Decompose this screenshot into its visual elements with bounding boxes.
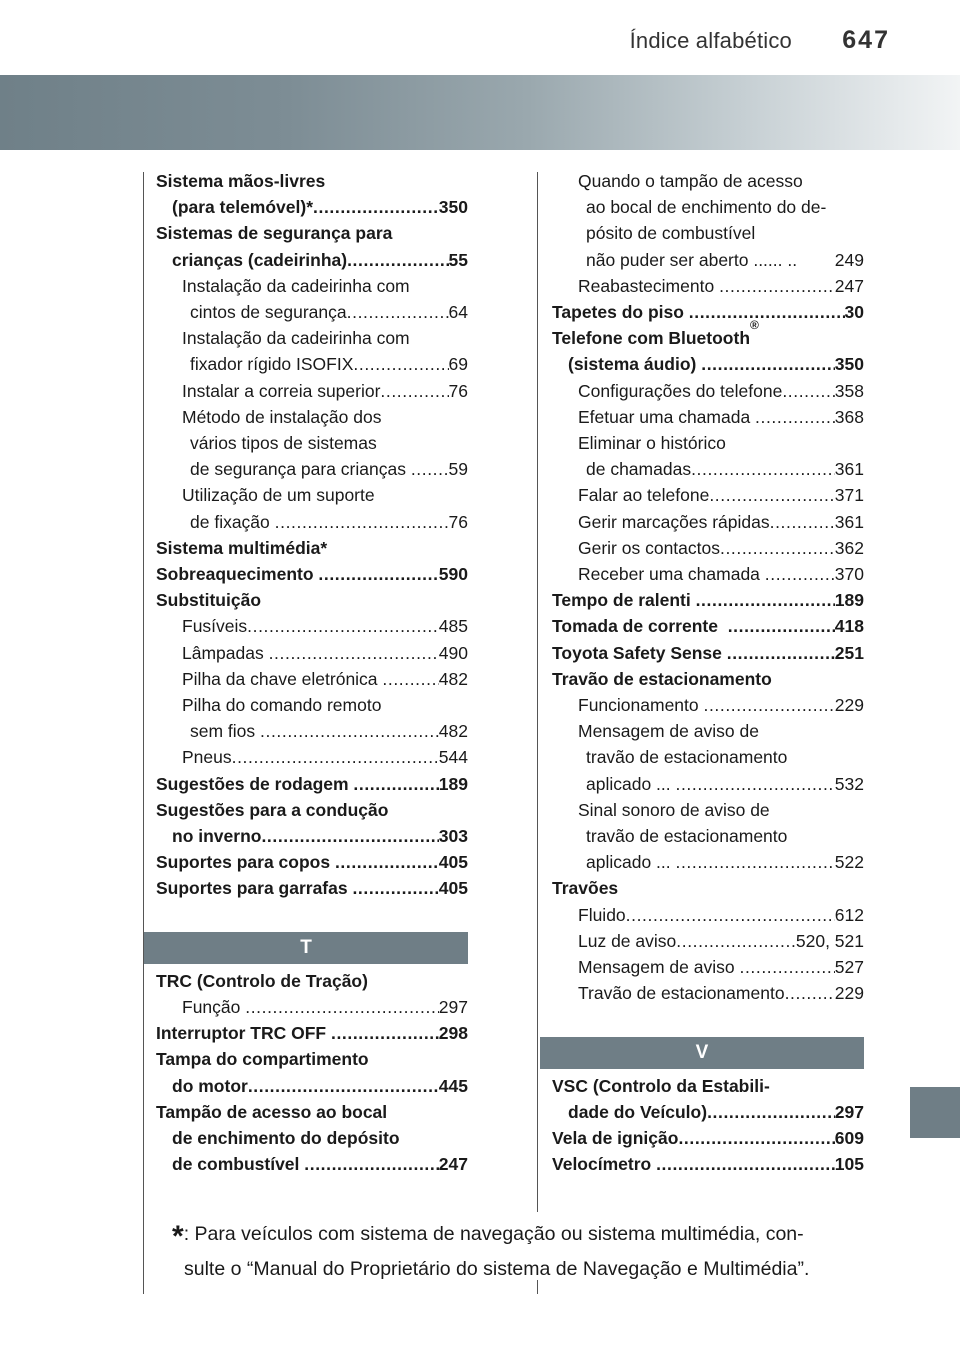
index-entry bbox=[546, 482, 864, 508]
index-entry-term: Pneus bbox=[182, 747, 232, 768]
left-index-column bbox=[150, 168, 468, 1177]
index-entry-page: 520, 521 bbox=[795, 930, 864, 951]
index-entry bbox=[546, 1099, 864, 1125]
index-entry-term: Luz de aviso bbox=[578, 930, 677, 951]
v-entry-list bbox=[546, 1073, 864, 1178]
index-entry bbox=[546, 351, 864, 377]
index-entry-term: Fusíveis bbox=[182, 616, 248, 637]
index-entry bbox=[150, 351, 468, 377]
registered-mark: ® bbox=[750, 318, 759, 333]
index-entry-page: 69 bbox=[448, 354, 468, 375]
index-entry-term: Pilha da chave eletrónica bbox=[182, 668, 383, 689]
dot-leader bbox=[380, 378, 448, 404]
index-entry bbox=[546, 797, 864, 823]
index-entry-term: vários tipos de sistemas bbox=[190, 433, 377, 454]
index-entry-term: Telefone com Bluetooth bbox=[552, 328, 751, 349]
footnote bbox=[172, 1218, 862, 1286]
dot-leader bbox=[782, 378, 834, 404]
index-entry-term: Instalação da cadeirinha com bbox=[182, 328, 410, 349]
index-entry-term: de fixação bbox=[190, 511, 275, 532]
index-entry-page: 418 bbox=[834, 616, 864, 637]
index-entry bbox=[150, 378, 468, 404]
index-entry-term: Instalação da cadeirinha com bbox=[182, 275, 410, 296]
index-entry-page: 482 bbox=[438, 721, 468, 742]
index-entry-page: 371 bbox=[834, 485, 864, 506]
dot-leader bbox=[739, 954, 834, 980]
index-entry-term: Fluido bbox=[578, 904, 626, 925]
left-column-rule bbox=[143, 172, 144, 1294]
index-entry bbox=[150, 744, 468, 770]
index-entry bbox=[150, 849, 468, 875]
index-entry-term: Receber uma chamada bbox=[578, 564, 765, 585]
index-entry bbox=[150, 666, 468, 692]
right-entry-list bbox=[546, 168, 864, 1007]
index-entry bbox=[546, 587, 864, 613]
index-entry bbox=[150, 482, 468, 508]
index-entry-term: de segurança para crianças bbox=[190, 459, 411, 480]
index-entry-term: Pilha do comando remoto bbox=[182, 695, 382, 716]
index-entry-page: 361 bbox=[834, 459, 864, 480]
dot-leader bbox=[755, 404, 835, 430]
index-entry bbox=[150, 168, 468, 194]
index-entry-term: do motor bbox=[172, 1075, 248, 1096]
index-entry bbox=[546, 456, 864, 482]
index-entry-term: Sugestões de rodagem bbox=[156, 773, 354, 794]
index-entry bbox=[150, 247, 468, 273]
index-entry-term: Eliminar o histórico bbox=[578, 433, 726, 454]
index-entry-page: 247 bbox=[438, 1154, 468, 1175]
index-entry-term: cintos de segurança bbox=[190, 302, 347, 323]
index-entry-page: 482 bbox=[438, 668, 468, 689]
index-entry bbox=[150, 1151, 468, 1177]
index-entry-page: 189 bbox=[834, 590, 864, 611]
dot-leader bbox=[353, 771, 438, 797]
index-entry bbox=[150, 640, 468, 666]
index-entry bbox=[546, 666, 864, 692]
index-entry-term: de chamadas bbox=[586, 459, 692, 480]
index-entry bbox=[546, 718, 864, 744]
dot-leader bbox=[704, 692, 835, 718]
right-index-column bbox=[546, 168, 864, 1177]
index-entry bbox=[150, 968, 468, 994]
index-entry-term: fixador rígido ISOFIX bbox=[190, 354, 354, 375]
index-entry-page: 30 bbox=[844, 302, 864, 323]
index-entry bbox=[150, 613, 468, 639]
index-entry bbox=[546, 378, 864, 404]
index-entry bbox=[546, 247, 864, 273]
index-entry-page: 612 bbox=[834, 904, 864, 925]
index-entry bbox=[546, 771, 864, 797]
index-entry-term: Gerir marcações rápidas bbox=[578, 511, 770, 532]
index-entry-term: Efetuar uma chamada bbox=[578, 406, 756, 427]
index-entry bbox=[150, 1099, 468, 1125]
index-entry-page: 361 bbox=[834, 511, 864, 532]
index-entry-page: 532 bbox=[834, 773, 864, 794]
index-entry-term: Velocímetro bbox=[552, 1154, 657, 1175]
dot-leader bbox=[261, 823, 438, 849]
dot-leader bbox=[709, 482, 834, 508]
dot-leader bbox=[232, 744, 439, 770]
index-entry-term: Quando o tampão de acesso bbox=[578, 171, 803, 191]
index-entry bbox=[546, 823, 864, 849]
index-entry-term: aplicado ... bbox=[586, 852, 676, 873]
dot-leader bbox=[269, 640, 439, 666]
index-entry-term: crianças (cadeirinha) bbox=[172, 249, 348, 270]
index-entry-page: 229 bbox=[834, 983, 864, 1004]
index-entry-term: (para telemóvel)* bbox=[172, 197, 314, 218]
index-entry-page: 445 bbox=[438, 1075, 468, 1096]
index-entry bbox=[546, 535, 864, 561]
index-entry-term: Substituição bbox=[156, 590, 262, 611]
index-entry-page: 358 bbox=[834, 380, 864, 401]
index-entry bbox=[150, 1073, 468, 1099]
index-entry bbox=[150, 273, 468, 299]
footnote-line-2: sulte o “Manual do Proprietário do sistema de Navegação e Multimédia”. bbox=[184, 1258, 810, 1280]
index-entry-term: Tapetes do piso bbox=[552, 302, 689, 323]
index-entry-term: Função bbox=[182, 996, 246, 1017]
footnote-line-1: : Para veículos com sistema de navegação ou sistema multimédia, con- bbox=[183, 1223, 804, 1245]
index-entry-page: 189 bbox=[438, 773, 468, 794]
header-title: Índice alfabético bbox=[629, 28, 792, 53]
index-entry-term: Travão de estacionamento bbox=[578, 983, 785, 1004]
index-entry-term: Utilização de um suporte bbox=[182, 485, 375, 506]
index-entry bbox=[546, 1125, 864, 1151]
thumb-index-tab bbox=[910, 1087, 960, 1138]
dot-leader bbox=[720, 535, 835, 561]
index-entry-page: 303 bbox=[438, 826, 468, 847]
index-entry bbox=[546, 640, 864, 666]
index-entry bbox=[546, 875, 864, 901]
dot-leader bbox=[352, 875, 438, 901]
index-entry-term: de combustível bbox=[172, 1154, 305, 1175]
index-entry bbox=[546, 1151, 864, 1177]
index-entry bbox=[150, 430, 468, 456]
index-entry-page: 105 bbox=[834, 1154, 864, 1175]
dot-leader bbox=[676, 849, 835, 875]
index-entry-term: (sistema áudio) bbox=[568, 354, 702, 375]
index-entry bbox=[150, 535, 468, 561]
dot-leader bbox=[313, 194, 439, 220]
dot-leader bbox=[676, 928, 796, 954]
index-entry-page: 370 bbox=[834, 564, 864, 585]
index-entry-term: Sistema mãos-livres bbox=[156, 171, 326, 191]
index-entry bbox=[150, 1046, 468, 1072]
index-entry-term: ao bocal de enchimento do de- bbox=[586, 197, 827, 218]
index-entry bbox=[546, 1073, 864, 1099]
index-entry bbox=[546, 168, 864, 194]
index-entry-page: 405 bbox=[438, 852, 468, 873]
index-entry bbox=[546, 902, 864, 928]
index-entry bbox=[546, 220, 864, 246]
index-entry-term: no inverno bbox=[172, 826, 262, 847]
index-entry bbox=[150, 797, 468, 823]
index-entry-term: dade do Veículo) bbox=[568, 1101, 708, 1122]
index-entry-term: aplicado ... bbox=[586, 773, 676, 794]
index-entry-page: 350 bbox=[834, 354, 864, 375]
index-entry bbox=[546, 430, 864, 456]
index-entry-term: Tempo de ralenti bbox=[552, 590, 696, 611]
dot-leader bbox=[691, 456, 835, 482]
dot-leader bbox=[785, 980, 835, 1006]
index-entry-page: 59 bbox=[448, 459, 468, 480]
index-entry bbox=[150, 561, 468, 587]
dot-leader bbox=[689, 299, 845, 325]
index-entry bbox=[546, 509, 864, 535]
index-entry-term: Método de instalação dos bbox=[182, 406, 382, 427]
section-header-t: T bbox=[144, 932, 468, 964]
index-entry bbox=[546, 692, 864, 718]
dot-leader bbox=[727, 640, 835, 666]
dot-leader bbox=[304, 1151, 439, 1177]
index-entry-term: Gerir os contactos bbox=[578, 537, 720, 558]
dot-leader bbox=[765, 561, 835, 587]
index-entry-term: Interruptor TRC OFF bbox=[156, 1023, 331, 1044]
dot-leader bbox=[719, 273, 835, 299]
index-entry-term: Tomada de corrente bbox=[552, 616, 728, 637]
index-entry-page: 527 bbox=[834, 957, 864, 978]
index-entry-term: sem fios bbox=[190, 721, 261, 742]
index-entry-page: 405 bbox=[438, 878, 468, 899]
footnote-marker: * bbox=[172, 1220, 184, 1253]
index-entry-page: 485 bbox=[438, 616, 468, 637]
dot-leader bbox=[335, 849, 439, 875]
index-entry bbox=[150, 587, 468, 613]
index-entry-page: 297 bbox=[834, 1101, 864, 1122]
index-entry bbox=[150, 194, 468, 220]
index-entry-term: pósito de combustível bbox=[586, 223, 756, 244]
dot-leader bbox=[248, 1073, 439, 1099]
dot-leader bbox=[275, 509, 449, 535]
index-entry bbox=[150, 692, 468, 718]
index-entry bbox=[546, 194, 864, 220]
index-entry-page: 350 bbox=[438, 197, 468, 218]
index-entry bbox=[546, 404, 864, 430]
index-entry-page: 247 bbox=[834, 275, 864, 296]
index-entry-page: 368 bbox=[834, 406, 864, 427]
index-entry bbox=[546, 561, 864, 587]
index-entry bbox=[150, 823, 468, 849]
index-entry bbox=[150, 1125, 468, 1151]
index-entry-term: Sobreaquecimento bbox=[156, 564, 319, 585]
index-entry bbox=[150, 994, 468, 1020]
index-entry-term: travão de estacionamento bbox=[586, 826, 788, 847]
index-entry-term: Lâmpadas bbox=[182, 642, 269, 663]
index-entry-term: Tampa do compartimento bbox=[156, 1049, 369, 1070]
index-entry-page: 76 bbox=[448, 380, 468, 401]
left-entry-list bbox=[150, 168, 468, 902]
index-entry bbox=[546, 299, 864, 325]
dot-leader bbox=[382, 666, 438, 692]
index-entry-term: TRC (Controlo de Tração) bbox=[156, 970, 368, 991]
index-entry bbox=[546, 273, 864, 299]
index-entry bbox=[150, 299, 468, 325]
center-column-rule bbox=[537, 172, 538, 1212]
index-entry bbox=[150, 875, 468, 901]
index-entry-term: Toyota Safety Sense bbox=[552, 642, 727, 663]
index-entry-term: Tampão de acesso ao bocal bbox=[156, 1101, 388, 1122]
dot-leader bbox=[678, 1125, 834, 1151]
index-entry bbox=[150, 404, 468, 430]
dot-leader bbox=[260, 718, 439, 744]
index-entry bbox=[546, 954, 864, 980]
index-entry-term: Funcionamento bbox=[578, 695, 704, 716]
index-entry-page: 522 bbox=[834, 852, 864, 873]
dot-leader bbox=[347, 299, 449, 325]
index-entry-page: 64 bbox=[448, 302, 468, 323]
index-entry bbox=[546, 318, 864, 351]
dot-leader bbox=[770, 509, 835, 535]
dot-leader bbox=[676, 771, 835, 797]
index-entry-term: de enchimento do depósito bbox=[172, 1127, 400, 1148]
index-entry-term: Travão de estacionamento bbox=[552, 668, 772, 689]
index-entry-term: Sistemas de segurança para bbox=[156, 223, 393, 244]
dot-leader bbox=[331, 1020, 439, 1046]
dot-leader bbox=[626, 902, 835, 928]
dot-leader bbox=[696, 587, 835, 613]
dot-leader bbox=[707, 1099, 835, 1125]
index-entry-page: 76 bbox=[448, 511, 468, 532]
index-entry bbox=[546, 744, 864, 770]
index-entry-page: 55 bbox=[448, 249, 468, 270]
index-entry-term: Travões bbox=[552, 878, 619, 899]
dot-leader bbox=[411, 456, 449, 482]
index-entry-page: 590 bbox=[438, 564, 468, 585]
header-banner bbox=[0, 75, 960, 150]
index-entry-term: Suportes para garrafas bbox=[156, 878, 353, 899]
index-entry-term: Suportes para copos bbox=[156, 852, 335, 873]
index-entry-page: 298 bbox=[438, 1023, 468, 1044]
dot-leader bbox=[318, 561, 438, 587]
index-entry-term: não puder ser aberto ...... .. bbox=[586, 249, 802, 270]
index-entry bbox=[150, 220, 468, 246]
dot-leader bbox=[353, 351, 448, 377]
index-entry bbox=[546, 980, 864, 1006]
index-entry bbox=[150, 771, 468, 797]
index-entry-term: Sistema multimédia* bbox=[156, 537, 328, 558]
index-entry-term: Vela de ignição bbox=[552, 1127, 679, 1148]
index-entry-page: 229 bbox=[834, 695, 864, 716]
index-entry bbox=[150, 509, 468, 535]
index-entry-term: Sinal sonoro de aviso de bbox=[578, 799, 770, 820]
index-entry-page: 251 bbox=[834, 642, 864, 663]
index-entry-term: Instalar a correia superior bbox=[182, 380, 381, 401]
index-entry bbox=[546, 849, 864, 875]
index-entry-page: 297 bbox=[438, 996, 468, 1017]
index-entry bbox=[546, 613, 864, 639]
dot-leader bbox=[701, 351, 835, 377]
index-entry-term: VSC (Controlo da Estabili- bbox=[552, 1075, 770, 1096]
t-entry-list bbox=[150, 968, 468, 1178]
index-entry-term: travão de estacionamento bbox=[586, 747, 788, 768]
page-number: 647 bbox=[842, 26, 890, 54]
index-entry-page: 249 bbox=[834, 249, 864, 270]
index-entry bbox=[150, 456, 468, 482]
index-entry-page: 609 bbox=[834, 1127, 864, 1148]
index-entry bbox=[150, 325, 468, 351]
index-entry-term: Falar ao telefone bbox=[578, 485, 710, 506]
index-entry-page: 490 bbox=[438, 642, 468, 663]
index-entry-term: Configurações do telefone bbox=[578, 380, 783, 401]
dot-leader bbox=[245, 994, 439, 1020]
dot-leader bbox=[247, 613, 439, 639]
index-entry-term: Reabastecimento bbox=[578, 275, 720, 296]
dot-leader bbox=[728, 613, 835, 639]
index-entry bbox=[150, 1020, 468, 1046]
index-entry-term: Mensagem de aviso de bbox=[578, 721, 759, 742]
index-entry-term: Mensagem de aviso bbox=[578, 957, 740, 978]
index-entry-page: 544 bbox=[438, 747, 468, 768]
section-header-v: V bbox=[540, 1037, 864, 1069]
index-entry-term: Sugestões para a condução bbox=[156, 799, 389, 820]
index-entry bbox=[546, 928, 864, 954]
index-entry-page: 362 bbox=[834, 537, 864, 558]
dot-leader bbox=[347, 247, 448, 273]
dot-leader bbox=[656, 1151, 835, 1177]
index-entry bbox=[150, 718, 468, 744]
